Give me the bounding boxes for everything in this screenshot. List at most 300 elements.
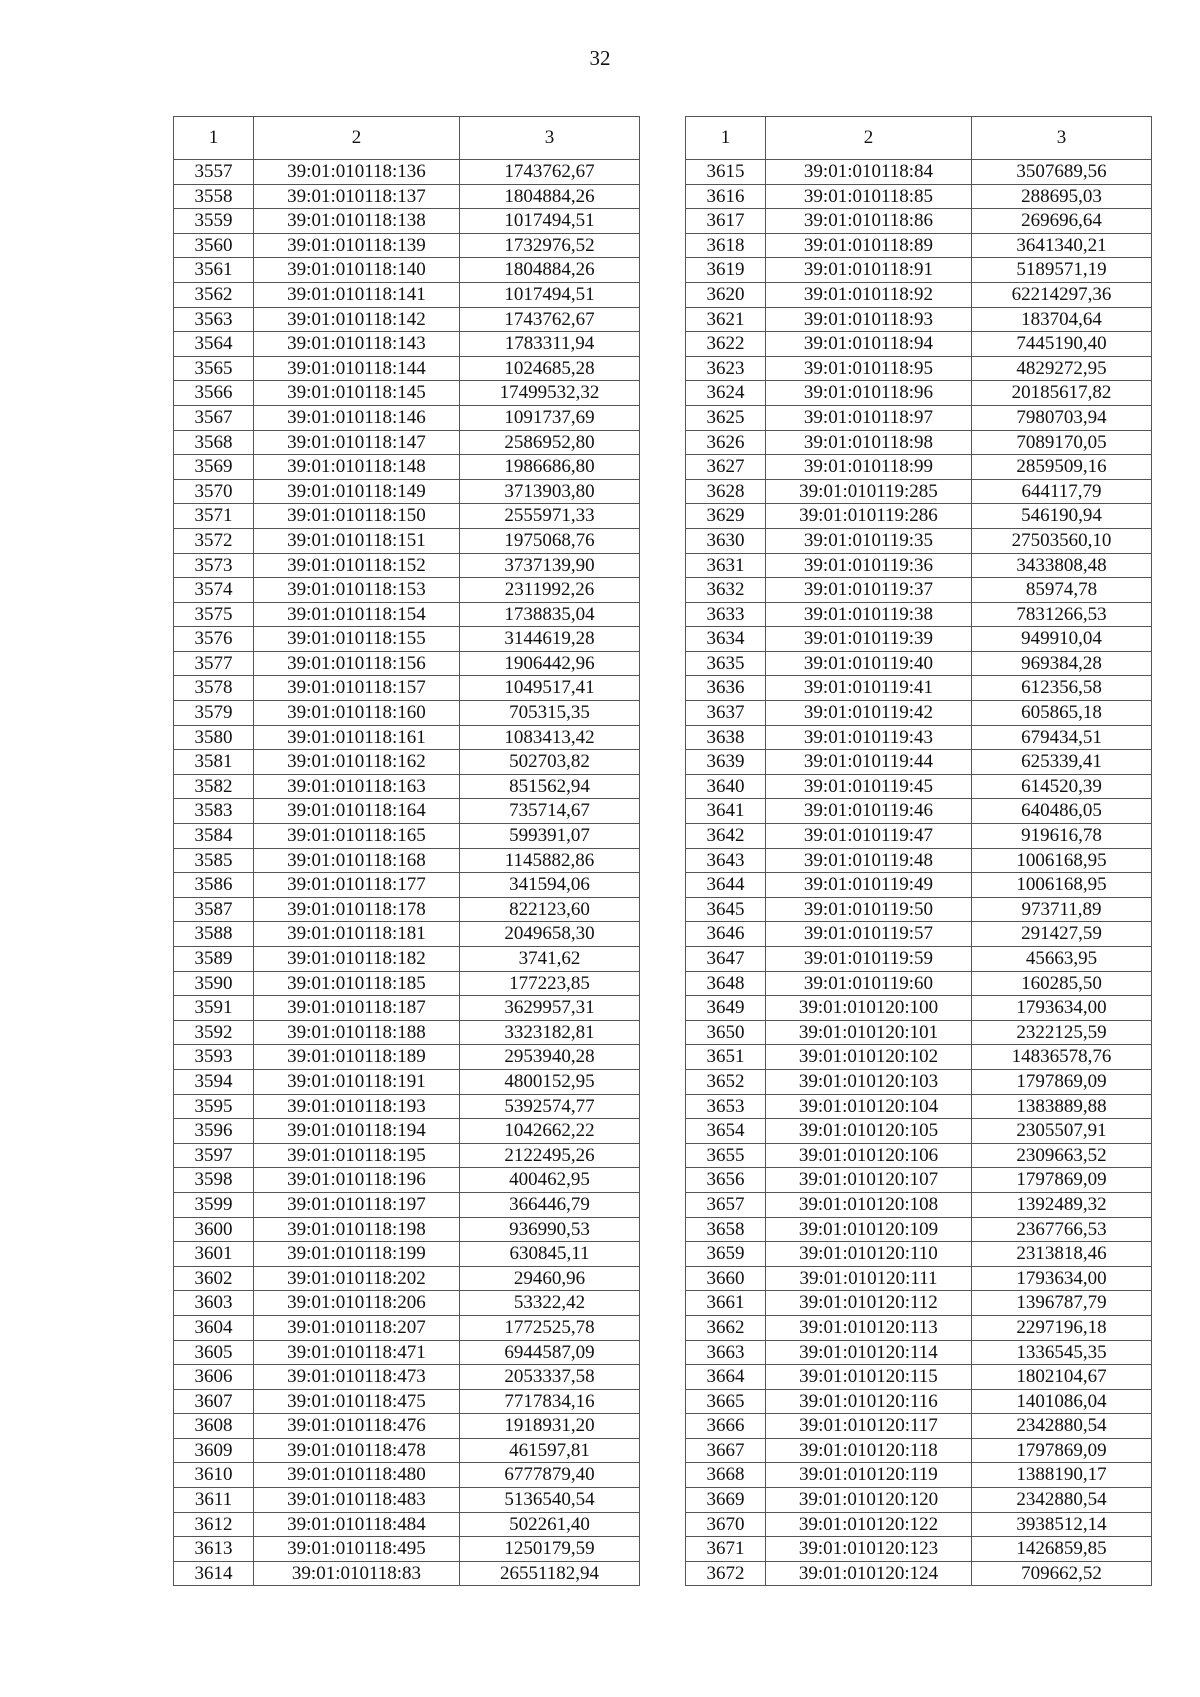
table-row — [174, 1537, 640, 1562]
value-cell: 1732976,52 — [460, 233, 640, 258]
table-row — [174, 750, 640, 775]
row-number-cell: 3667 — [686, 1438, 766, 1463]
table-row — [686, 479, 1152, 504]
cadastral-number-cell: 39:01:010118:150 — [254, 504, 460, 529]
value-cell: 1396787,79 — [972, 1291, 1152, 1316]
cadastral-number-cell: 39:01:010118:189 — [254, 1045, 460, 1070]
row-number-cell: 3614 — [174, 1561, 254, 1586]
value-cell: 735714,67 — [460, 799, 640, 824]
cadastral-number-cell: 39:01:010118:138 — [254, 209, 460, 234]
cadastral-number-cell: 39:01:010119:45 — [766, 774, 972, 799]
cadastral-number-cell: 39:01:010120:112 — [766, 1291, 972, 1316]
table-row — [174, 528, 640, 553]
cadastral-number-cell: 39:01:010118:191 — [254, 1069, 460, 1094]
table-row — [174, 873, 640, 898]
row-number-cell: 3594 — [174, 1069, 254, 1094]
value-cell: 2311992,26 — [460, 578, 640, 603]
table-row — [174, 1315, 640, 1340]
value-cell: 183704,64 — [972, 307, 1152, 332]
row-number-cell: 3623 — [686, 356, 766, 381]
value-cell: 160285,50 — [972, 971, 1152, 996]
table-row — [686, 1168, 1152, 1193]
row-number-cell: 3631 — [686, 553, 766, 578]
table-row — [174, 356, 640, 381]
value-cell: 2122495,26 — [460, 1143, 640, 1168]
cadastral-number-cell: 39:01:010118:199 — [254, 1242, 460, 1267]
table-row — [686, 725, 1152, 750]
value-cell: 1797869,09 — [972, 1438, 1152, 1463]
table-row — [174, 1119, 640, 1144]
value-cell: 7445190,40 — [972, 332, 1152, 357]
table-row — [174, 1192, 640, 1217]
cadastral-number-cell: 39:01:010119:46 — [766, 799, 972, 824]
cadastral-number-cell: 39:01:010118:144 — [254, 356, 460, 381]
row-number-cell: 3593 — [174, 1045, 254, 1070]
row-number-cell: 3627 — [686, 455, 766, 480]
cadastral-number-cell: 39:01:010119:47 — [766, 824, 972, 849]
value-cell: 177223,85 — [460, 971, 640, 996]
value-cell: 1797869,09 — [972, 1069, 1152, 1094]
table-row — [686, 947, 1152, 972]
value-cell: 7831266,53 — [972, 602, 1152, 627]
value-cell: 3144619,28 — [460, 627, 640, 652]
value-cell: 29460,96 — [460, 1266, 640, 1291]
table-row — [174, 1242, 640, 1267]
table-row — [174, 602, 640, 627]
column-header-3: 3 — [972, 117, 1152, 160]
row-number-cell: 3657 — [686, 1192, 766, 1217]
cadastral-number-cell: 39:01:010120:102 — [766, 1045, 972, 1070]
value-cell: 2053337,58 — [460, 1365, 640, 1390]
cadastral-number-cell: 39:01:010120:123 — [766, 1537, 972, 1562]
row-number-cell: 3577 — [174, 651, 254, 676]
row-number-cell: 3599 — [174, 1192, 254, 1217]
table-row — [174, 848, 640, 873]
cadastral-number-cell: 39:01:010120:107 — [766, 1168, 972, 1193]
cadastral-number-cell: 39:01:010118:202 — [254, 1266, 460, 1291]
row-number-cell: 3588 — [174, 922, 254, 947]
cadastral-number-cell: 39:01:010120:109 — [766, 1217, 972, 1242]
table-row — [174, 1512, 640, 1537]
cadastral-number-cell: 39:01:010118:178 — [254, 897, 460, 922]
table-row — [686, 1266, 1152, 1291]
table-row — [686, 1192, 1152, 1217]
row-number-cell: 3558 — [174, 184, 254, 209]
row-number-cell: 3596 — [174, 1119, 254, 1144]
row-number-cell: 3572 — [174, 528, 254, 553]
row-number-cell: 3595 — [174, 1094, 254, 1119]
table-row — [174, 1217, 640, 1242]
table-row — [686, 184, 1152, 209]
table-header-row — [686, 117, 1152, 160]
value-cell: 7717834,16 — [460, 1389, 640, 1414]
cadastral-number-cell: 39:01:010118:155 — [254, 627, 460, 652]
row-number-cell: 3598 — [174, 1168, 254, 1193]
row-number-cell: 3671 — [686, 1537, 766, 1562]
cadastral-number-cell: 39:01:010119:60 — [766, 971, 972, 996]
cadastral-number-cell: 39:01:010120:101 — [766, 1020, 972, 1045]
table-row — [686, 848, 1152, 873]
value-cell: 1793634,00 — [972, 1266, 1152, 1291]
row-number-cell: 3662 — [686, 1315, 766, 1340]
value-cell: 3629957,31 — [460, 996, 640, 1021]
cadastral-number-cell: 39:01:010118:475 — [254, 1389, 460, 1414]
row-number-cell: 3639 — [686, 750, 766, 775]
cadastral-number-cell: 39:01:010119:286 — [766, 504, 972, 529]
table-row — [174, 1463, 640, 1488]
cadastral-number-cell: 39:01:010120:115 — [766, 1365, 972, 1390]
value-cell: 3938512,14 — [972, 1512, 1152, 1537]
row-number-cell: 3610 — [174, 1463, 254, 1488]
value-cell: 400462,95 — [460, 1168, 640, 1193]
cadastral-number-cell: 39:01:010118:165 — [254, 824, 460, 849]
cadastral-number-cell: 39:01:010118:147 — [254, 430, 460, 455]
row-number-cell: 3582 — [174, 774, 254, 799]
left-table — [173, 116, 640, 1586]
table-row — [174, 1365, 640, 1390]
row-number-cell: 3583 — [174, 799, 254, 824]
table-row — [174, 1094, 640, 1119]
value-cell: 1804884,26 — [460, 258, 640, 283]
table-row — [686, 1561, 1152, 1586]
cadastral-number-cell: 39:01:010120:111 — [766, 1266, 972, 1291]
column-header-2: 2 — [254, 117, 460, 160]
value-cell: 546190,94 — [972, 504, 1152, 529]
cadastral-number-cell: 39:01:010119:44 — [766, 750, 972, 775]
value-cell: 605865,18 — [972, 701, 1152, 726]
cadastral-number-cell: 39:01:010119:43 — [766, 725, 972, 750]
table-row — [174, 947, 640, 972]
value-cell: 341594,06 — [460, 873, 640, 898]
value-cell: 1383889,88 — [972, 1094, 1152, 1119]
cadastral-number-cell: 39:01:010118:151 — [254, 528, 460, 553]
row-number-cell: 3618 — [686, 233, 766, 258]
table-row — [174, 160, 640, 185]
cadastral-number-cell: 39:01:010118:194 — [254, 1119, 460, 1144]
cadastral-number-cell: 39:01:010118:136 — [254, 160, 460, 185]
cadastral-number-cell: 39:01:010118:182 — [254, 947, 460, 972]
row-number-cell: 3656 — [686, 1168, 766, 1193]
cadastral-number-cell: 39:01:010118:177 — [254, 873, 460, 898]
table-row — [686, 824, 1152, 849]
value-cell: 14836578,76 — [972, 1045, 1152, 1070]
row-number-cell: 3581 — [174, 750, 254, 775]
value-cell: 2953940,28 — [460, 1045, 640, 1070]
row-number-cell: 3659 — [686, 1242, 766, 1267]
cadastral-number-cell: 39:01:010118:96 — [766, 381, 972, 406]
table-row — [686, 774, 1152, 799]
row-number-cell: 3617 — [686, 209, 766, 234]
row-number-cell: 3655 — [686, 1143, 766, 1168]
cadastral-number-cell: 39:01:010120:124 — [766, 1561, 972, 1586]
row-number-cell: 3586 — [174, 873, 254, 898]
table-row — [686, 1414, 1152, 1439]
value-cell: 288695,03 — [972, 184, 1152, 209]
value-cell: 612356,58 — [972, 676, 1152, 701]
cadastral-number-cell: 39:01:010118:495 — [254, 1537, 460, 1562]
cadastral-number-cell: 39:01:010118:142 — [254, 307, 460, 332]
cadastral-number-cell: 39:01:010120:117 — [766, 1414, 972, 1439]
table-row — [686, 1045, 1152, 1070]
table-row — [686, 528, 1152, 553]
table-row — [174, 184, 640, 209]
value-cell: 2342880,54 — [972, 1488, 1152, 1513]
table-row — [686, 430, 1152, 455]
row-number-cell: 3654 — [686, 1119, 766, 1144]
value-cell: 1388190,17 — [972, 1463, 1152, 1488]
table-row — [686, 701, 1152, 726]
cadastral-number-cell: 39:01:010118:157 — [254, 676, 460, 701]
cadastral-number-cell: 39:01:010118:83 — [254, 1561, 460, 1586]
row-number-cell: 3648 — [686, 971, 766, 996]
table-row — [174, 405, 640, 430]
cadastral-number-cell: 39:01:010119:57 — [766, 922, 972, 947]
row-number-cell: 3649 — [686, 996, 766, 1021]
table-row — [686, 405, 1152, 430]
table-row — [686, 602, 1152, 627]
value-cell: 1017494,51 — [460, 282, 640, 307]
table-row — [686, 258, 1152, 283]
cadastral-number-cell: 39:01:010120:120 — [766, 1488, 972, 1513]
value-cell: 4800152,95 — [460, 1069, 640, 1094]
cadastral-number-cell: 39:01:010120:106 — [766, 1143, 972, 1168]
table-row — [686, 1315, 1152, 1340]
row-number-cell: 3561 — [174, 258, 254, 283]
cadastral-number-cell: 39:01:010118:139 — [254, 233, 460, 258]
table-row — [174, 1561, 640, 1586]
cadastral-number-cell: 39:01:010118:94 — [766, 332, 972, 357]
table-row — [174, 725, 640, 750]
table-row — [174, 282, 640, 307]
value-cell: 1336545,35 — [972, 1340, 1152, 1365]
cadastral-number-cell: 39:01:010119:35 — [766, 528, 972, 553]
row-number-cell: 3643 — [686, 848, 766, 873]
table-row — [686, 160, 1152, 185]
value-cell: 1802104,67 — [972, 1365, 1152, 1390]
cadastral-number-cell: 39:01:010118:149 — [254, 479, 460, 504]
row-number-cell: 3666 — [686, 1414, 766, 1439]
table-row — [686, 578, 1152, 603]
table-row — [686, 504, 1152, 529]
table-row — [174, 676, 640, 701]
row-number-cell: 3636 — [686, 676, 766, 701]
cadastral-number-cell: 39:01:010118:478 — [254, 1438, 460, 1463]
row-number-cell: 3608 — [174, 1414, 254, 1439]
value-cell: 1918931,20 — [460, 1414, 640, 1439]
table-row — [174, 553, 640, 578]
row-number-cell: 3611 — [174, 1488, 254, 1513]
value-cell: 1083413,42 — [460, 725, 640, 750]
table-row — [686, 1389, 1152, 1414]
value-cell: 269696,64 — [972, 209, 1152, 234]
value-cell: 973711,89 — [972, 897, 1152, 922]
value-cell: 1091737,69 — [460, 405, 640, 430]
cadastral-number-cell: 39:01:010119:36 — [766, 553, 972, 578]
table-row — [686, 1438, 1152, 1463]
value-cell: 1743762,67 — [460, 160, 640, 185]
table-row — [174, 430, 640, 455]
row-number-cell: 3619 — [686, 258, 766, 283]
row-number-cell: 3624 — [686, 381, 766, 406]
value-cell: 1986686,80 — [460, 455, 640, 480]
value-cell: 1906442,96 — [460, 651, 640, 676]
table-row — [174, 381, 640, 406]
cadastral-number-cell: 39:01:010118:93 — [766, 307, 972, 332]
row-number-cell: 3628 — [686, 479, 766, 504]
row-number-cell: 3660 — [686, 1266, 766, 1291]
row-number-cell: 3630 — [686, 528, 766, 553]
cadastral-number-cell: 39:01:010118:84 — [766, 160, 972, 185]
cadastral-number-cell: 39:01:010119:38 — [766, 602, 972, 627]
value-cell: 1024685,28 — [460, 356, 640, 381]
value-cell: 919616,78 — [972, 824, 1152, 849]
table-row — [686, 897, 1152, 922]
cadastral-number-cell: 39:01:010120:113 — [766, 1315, 972, 1340]
cadastral-number-cell: 39:01:010120:114 — [766, 1340, 972, 1365]
row-number-cell: 3578 — [174, 676, 254, 701]
cadastral-number-cell: 39:01:010119:59 — [766, 947, 972, 972]
table-row — [174, 1069, 640, 1094]
cadastral-number-cell: 39:01:010120:105 — [766, 1119, 972, 1144]
cadastral-number-cell: 39:01:010118:181 — [254, 922, 460, 947]
table-row — [686, 1242, 1152, 1267]
table-row — [174, 504, 640, 529]
value-cell: 1797869,09 — [972, 1168, 1152, 1193]
table-row — [686, 1463, 1152, 1488]
cadastral-number-cell: 39:01:010118:140 — [254, 258, 460, 283]
value-cell: 1049517,41 — [460, 676, 640, 701]
row-number-cell: 3635 — [686, 651, 766, 676]
row-number-cell: 3663 — [686, 1340, 766, 1365]
cadastral-number-cell: 39:01:010118:188 — [254, 1020, 460, 1045]
value-cell: 1743762,67 — [460, 307, 640, 332]
value-cell: 1426859,85 — [972, 1537, 1152, 1562]
cadastral-number-cell: 39:01:010120:116 — [766, 1389, 972, 1414]
cadastral-number-cell: 39:01:010118:85 — [766, 184, 972, 209]
cadastral-number-cell: 39:01:010118:187 — [254, 996, 460, 1021]
cadastral-number-cell: 39:01:010118:473 — [254, 1365, 460, 1390]
table-row — [686, 922, 1152, 947]
table-header-row — [174, 117, 640, 160]
value-cell: 1783311,94 — [460, 332, 640, 357]
value-cell: 7980703,94 — [972, 405, 1152, 430]
row-number-cell: 3565 — [174, 356, 254, 381]
value-cell: 822123,60 — [460, 897, 640, 922]
value-cell: 1392489,32 — [972, 1192, 1152, 1217]
table-row — [174, 258, 640, 283]
table-row — [174, 824, 640, 849]
row-number-cell: 3620 — [686, 282, 766, 307]
row-number-cell: 3612 — [174, 1512, 254, 1537]
value-cell: 2555971,33 — [460, 504, 640, 529]
value-cell: 502703,82 — [460, 750, 640, 775]
value-cell: 1017494,51 — [460, 209, 640, 234]
row-number-cell: 3580 — [174, 725, 254, 750]
cadastral-number-cell: 39:01:010118:483 — [254, 1488, 460, 1513]
value-cell: 851562,94 — [460, 774, 640, 799]
row-number-cell: 3652 — [686, 1069, 766, 1094]
row-number-cell: 3600 — [174, 1217, 254, 1242]
value-cell: 45663,95 — [972, 947, 1152, 972]
row-number-cell: 3602 — [174, 1266, 254, 1291]
cadastral-number-cell: 39:01:010118:99 — [766, 455, 972, 480]
table-row — [174, 996, 640, 1021]
cadastral-number-cell: 39:01:010118:95 — [766, 356, 972, 381]
cadastral-number-cell: 39:01:010118:476 — [254, 1414, 460, 1439]
value-cell: 3713903,80 — [460, 479, 640, 504]
cadastral-number-cell: 39:01:010119:48 — [766, 848, 972, 873]
table-row — [174, 332, 640, 357]
table-row — [686, 799, 1152, 824]
row-number-cell: 3642 — [686, 824, 766, 849]
table-row — [174, 701, 640, 726]
cadastral-number-cell: 39:01:010118:143 — [254, 332, 460, 357]
value-cell: 291427,59 — [972, 922, 1152, 947]
value-cell: 17499532,32 — [460, 381, 640, 406]
value-cell: 1250179,59 — [460, 1537, 640, 1562]
row-number-cell: 3669 — [686, 1488, 766, 1513]
cadastral-number-cell: 39:01:010118:193 — [254, 1094, 460, 1119]
value-cell: 1006168,95 — [972, 873, 1152, 898]
value-cell: 3641340,21 — [972, 233, 1152, 258]
cadastral-number-cell: 39:01:010118:153 — [254, 578, 460, 603]
cadastral-number-cell: 39:01:010120:104 — [766, 1094, 972, 1119]
cadastral-number-cell: 39:01:010120:110 — [766, 1242, 972, 1267]
row-number-cell: 3641 — [686, 799, 766, 824]
table-row — [686, 1143, 1152, 1168]
value-cell: 2049658,30 — [460, 922, 640, 947]
table-row — [686, 455, 1152, 480]
table-row — [174, 1168, 640, 1193]
table-row — [686, 381, 1152, 406]
table-row — [686, 209, 1152, 234]
value-cell: 27503560,10 — [972, 528, 1152, 553]
row-number-cell: 3573 — [174, 553, 254, 578]
row-number-cell: 3574 — [174, 578, 254, 603]
row-number-cell: 3605 — [174, 1340, 254, 1365]
value-cell: 2313818,46 — [972, 1242, 1152, 1267]
value-cell: 3737139,90 — [460, 553, 640, 578]
row-number-cell: 3604 — [174, 1315, 254, 1340]
table-row — [686, 233, 1152, 258]
value-cell: 2309663,52 — [972, 1143, 1152, 1168]
row-number-cell: 3591 — [174, 996, 254, 1021]
table-row — [174, 922, 640, 947]
cadastral-number-cell: 39:01:010118:156 — [254, 651, 460, 676]
row-number-cell: 3597 — [174, 1143, 254, 1168]
value-cell: 969384,28 — [972, 651, 1152, 676]
row-number-cell: 3601 — [174, 1242, 254, 1267]
row-number-cell: 3570 — [174, 479, 254, 504]
table-row — [174, 1488, 640, 1513]
row-number-cell: 3607 — [174, 1389, 254, 1414]
row-number-cell: 3640 — [686, 774, 766, 799]
table-row — [686, 282, 1152, 307]
value-cell: 599391,07 — [460, 824, 640, 849]
table-row — [686, 971, 1152, 996]
row-number-cell: 3562 — [174, 282, 254, 307]
cadastral-number-cell: 39:01:010118:146 — [254, 405, 460, 430]
table-row — [686, 1217, 1152, 1242]
value-cell: 62214297,36 — [972, 282, 1152, 307]
table-row — [686, 676, 1152, 701]
table-row — [686, 651, 1152, 676]
row-number-cell: 3568 — [174, 430, 254, 455]
table-row — [174, 1340, 640, 1365]
table-row — [686, 1488, 1152, 1513]
row-number-cell: 3650 — [686, 1020, 766, 1045]
cadastral-number-cell: 39:01:010119:285 — [766, 479, 972, 504]
